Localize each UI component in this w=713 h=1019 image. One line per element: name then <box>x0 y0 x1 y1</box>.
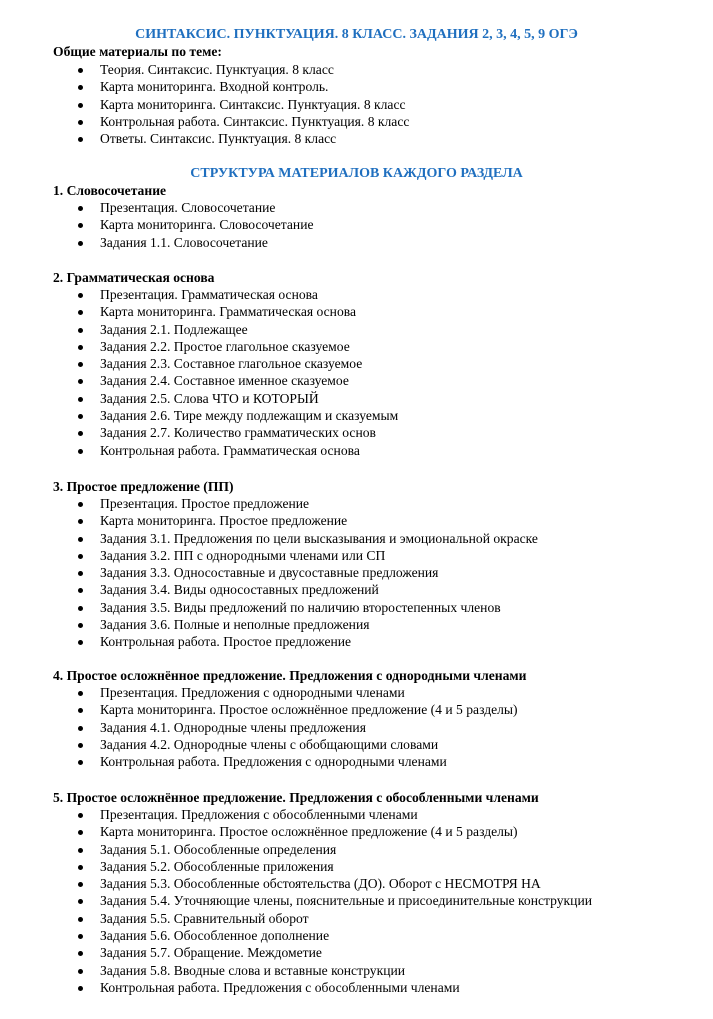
section-list <box>0 199 713 251</box>
document-title: СИНТАКСИС. ПУНКТУАЦИЯ. 8 КЛАСС. ЗАДАНИЯ 2, 3, 4, 5, 9 ОГЭ <box>135 27 578 42</box>
bullet-icon <box>78 986 83 991</box>
list-item[interactable]: Карта мониторинга. Простое предложение <box>0 512 713 529</box>
list-item[interactable]: Задания 3.3. Односоставные и двусоставные предложения <box>0 564 713 581</box>
bullet-icon <box>78 68 83 73</box>
list-item[interactable]: Презентация. Предложения с однородными членами <box>0 684 713 701</box>
list-item[interactable]: Карта мониторинга. Простое осложнённое предложение (4 и 5 разделы) <box>0 823 713 840</box>
section-heading: 1. Словосочетание <box>53 183 167 198</box>
bullet-icon <box>78 917 83 922</box>
bullet-icon <box>78 708 83 713</box>
bullet-icon <box>78 449 83 454</box>
bullet-icon <box>78 934 83 939</box>
list-item[interactable]: Задания 5.3. Обособленные обстоятельства (ДО). Оборот с НЕСМОТРЯ НА <box>0 875 713 892</box>
list-item[interactable]: Теория. Синтаксис. Пунктуация. 8 класс <box>0 61 713 78</box>
list-item[interactable]: Презентация. Словосочетание <box>0 199 713 216</box>
bullet-icon <box>78 241 83 246</box>
list-item[interactable]: Задания 5.7. Обращение. Междометие <box>0 944 713 961</box>
list-item[interactable]: Задания 3.2. ПП с однородными членами или СП <box>0 547 713 564</box>
bullet-icon <box>78 969 83 974</box>
bullet-icon <box>78 328 83 333</box>
bullet-icon <box>78 554 83 559</box>
bullet-icon <box>78 519 83 524</box>
list-item[interactable]: Контрольная работа. Предложения с однородными членами <box>0 753 713 770</box>
list-item[interactable]: Задания 3.5. Виды предложений по наличию второстепенных членов <box>0 599 713 616</box>
bullet-icon <box>78 588 83 593</box>
list-item[interactable]: Задания 5.8. Вводные слова и вставные конструкции <box>0 962 713 979</box>
bullet-icon <box>78 606 83 611</box>
bullet-icon <box>78 951 83 956</box>
bullet-icon <box>78 882 83 887</box>
section-heading: 3. Простое предложение (ПП) <box>53 479 234 494</box>
bullet-icon <box>78 537 83 542</box>
bullet-icon <box>78 571 83 576</box>
bullet-icon <box>78 206 83 211</box>
list-item[interactable]: Контрольная работа. Синтаксис. Пунктуация. 8 класс <box>0 113 713 130</box>
list-item[interactable]: Презентация. Простое предложение <box>0 495 713 512</box>
bullet-icon <box>78 431 83 436</box>
list-item[interactable]: Карта мониторинга. Словосочетание <box>0 216 713 233</box>
section-heading: 4. Простое осложнённое предложение. Предложения с однородными членами <box>53 668 527 683</box>
list-item[interactable]: Задания 2.1. Подлежащее <box>0 321 713 338</box>
list-item[interactable]: Задания 2.5. Слова ЧТО и КОТОРЫЙ <box>0 390 713 407</box>
bullet-icon <box>78 293 83 298</box>
bullet-icon <box>78 899 83 904</box>
section-heading: 2. Грамматическая основа <box>53 270 215 285</box>
list-item[interactable]: Карта мониторинга. Входной контроль. <box>0 78 713 95</box>
section-list <box>0 286 713 459</box>
list-item[interactable]: Задания 2.6. Тире между подлежащим и сказуемым <box>0 407 713 424</box>
list-item[interactable]: Карта мониторинга. Синтаксис. Пунктуация. 8 класс <box>0 96 713 113</box>
bullet-icon <box>78 502 83 507</box>
list-item[interactable]: Контрольная работа. Грамматическая основа <box>0 442 713 459</box>
list-item[interactable]: Задания 2.7. Количество грамматических основ <box>0 424 713 441</box>
list-item[interactable]: Задания 3.1. Предложения по цели высказывания и эмоциональной окраске <box>0 530 713 547</box>
section-heading: 5. Простое осложнённое предложение. Предложения с обособленными членами <box>53 790 539 805</box>
list-item[interactable]: Задания 5.1. Обособленные определения <box>0 841 713 858</box>
list-item[interactable]: Презентация. Грамматическая основа <box>0 286 713 303</box>
bullet-icon <box>78 310 83 315</box>
bullet-icon <box>78 379 83 384</box>
bullet-icon <box>78 830 83 835</box>
list-item[interactable]: Задания 2.2. Простое глагольное сказуемое <box>0 338 713 355</box>
list-item[interactable]: Контрольная работа. Предложения с обособленными членами <box>0 979 713 996</box>
bullet-icon <box>78 865 83 870</box>
general-materials-heading: Общие материалы по теме: <box>53 44 222 59</box>
bullet-icon <box>78 120 83 125</box>
bullet-icon <box>78 848 83 853</box>
list-item[interactable]: Задания 5.2. Обособленные приложения <box>0 858 713 875</box>
list-item[interactable]: Карта мониторинга. Простое осложнённое предложение (4 и 5 разделы) <box>0 701 713 718</box>
list-item[interactable]: Ответы. Синтаксис. Пунктуация. 8 класс <box>0 130 713 147</box>
structure-title: СТРУКТУРА МАТЕРИАЛОВ КАЖДОГО РАЗДЕЛА <box>190 166 523 181</box>
list-item[interactable]: Задания 4.1. Однородные члены предложения <box>0 719 713 736</box>
list-item[interactable]: Задания 3.4. Виды односоставных предложений <box>0 581 713 598</box>
bullet-icon <box>78 743 83 748</box>
bullet-icon <box>78 414 83 419</box>
bullet-icon <box>78 640 83 645</box>
list-item[interactable]: Задания 2.3. Составное глагольное сказуемое <box>0 355 713 372</box>
list-item[interactable]: Задания 1.1. Словосочетание <box>0 234 713 251</box>
bullet-icon <box>78 397 83 402</box>
bullet-icon <box>78 103 83 108</box>
list-item[interactable]: Контрольная работа. Простое предложение <box>0 633 713 650</box>
bullet-icon <box>78 137 83 142</box>
bullet-icon <box>78 345 83 350</box>
bullet-icon <box>78 813 83 818</box>
bullet-icon <box>78 85 83 90</box>
section-list <box>0 684 713 770</box>
general-materials-list <box>0 61 713 147</box>
bullet-icon <box>78 362 83 367</box>
list-item[interactable]: Задания 5.5. Сравнительный оборот <box>0 910 713 927</box>
section-list <box>0 806 713 996</box>
list-item[interactable]: Задания 4.2. Однородные члены с обобщающими словами <box>0 736 713 753</box>
bullet-icon <box>78 623 83 628</box>
bullet-icon <box>78 726 83 731</box>
list-item[interactable]: Задания 5.4. Уточняющие члены, пояснительные и присоединительные конструкции <box>0 892 713 909</box>
list-item[interactable]: Презентация. Предложения с обособленными членами <box>0 806 713 823</box>
bullet-icon <box>78 223 83 228</box>
bullet-icon <box>78 760 83 765</box>
list-item[interactable]: Карта мониторинга. Грамматическая основа <box>0 303 713 320</box>
bullet-icon <box>78 691 83 696</box>
list-item[interactable]: Задания 2.4. Составное именное сказуемое <box>0 372 713 389</box>
list-item[interactable]: Задания 5.6. Обособленное дополнение <box>0 927 713 944</box>
section-list <box>0 495 713 651</box>
list-item[interactable]: Задания 3.6. Полные и неполные предложения <box>0 616 713 633</box>
